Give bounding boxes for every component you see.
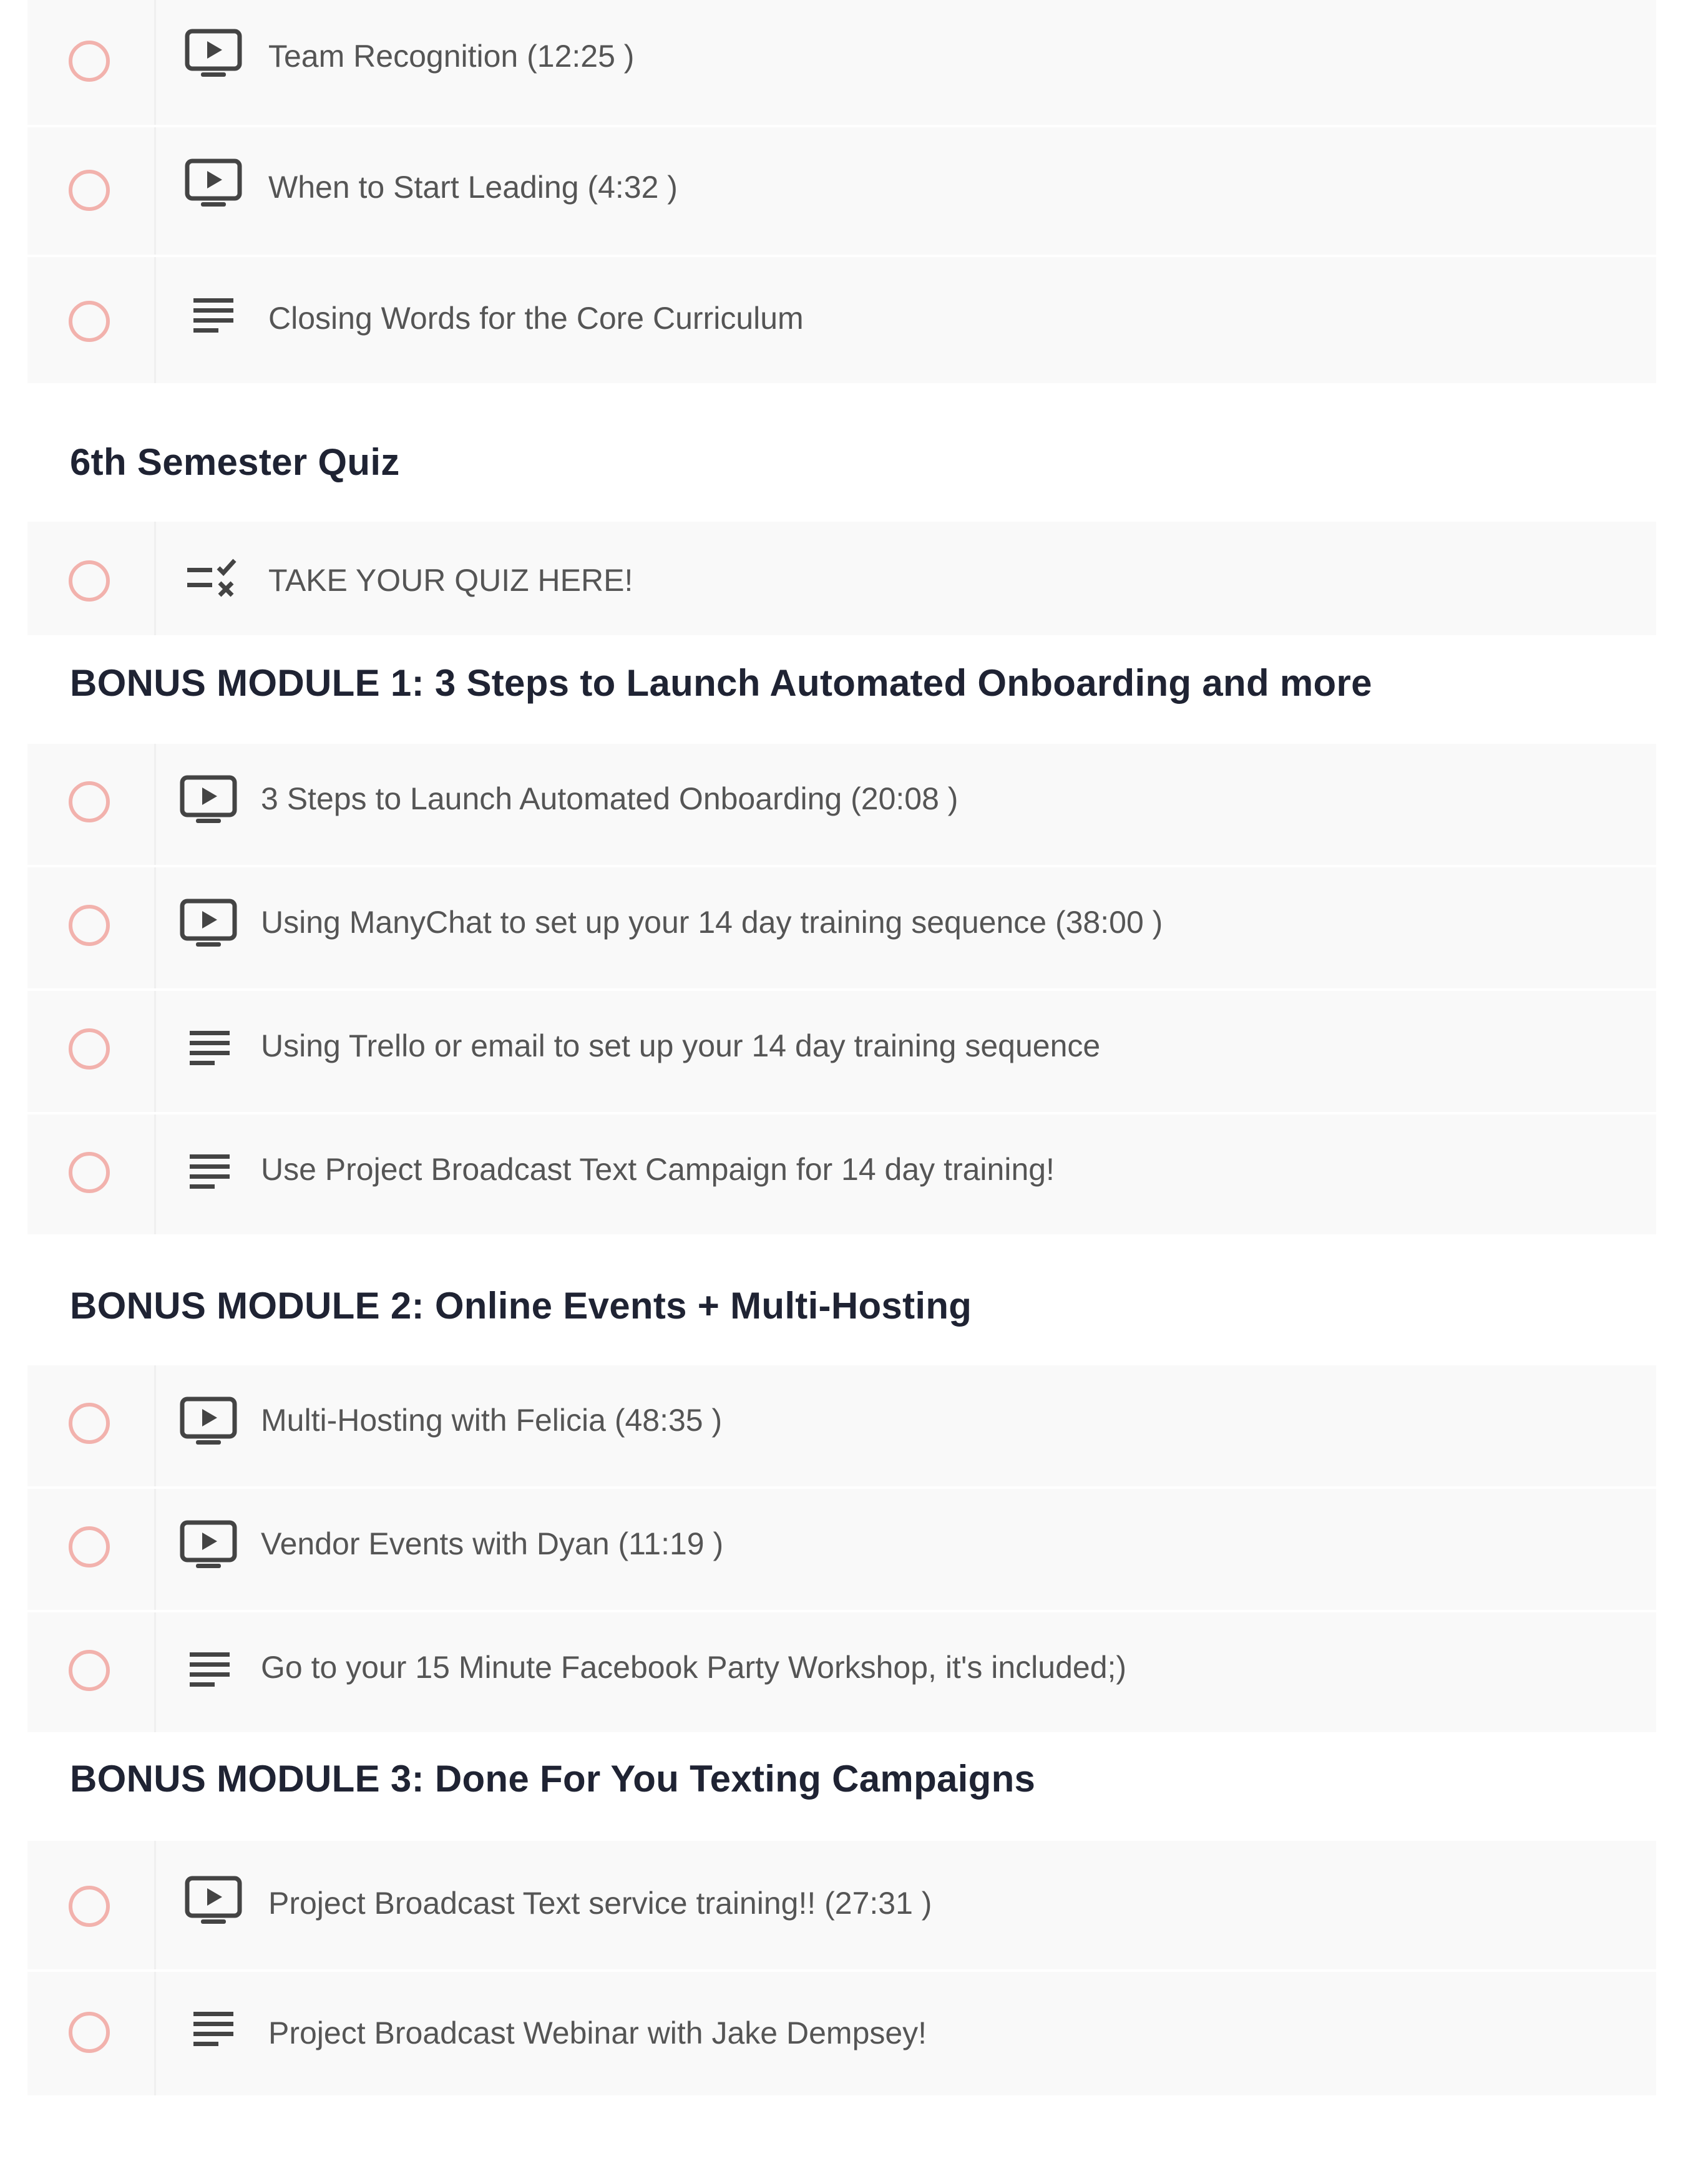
lesson-row[interactable] — [27, 1972, 1656, 2098]
quiz-checklist-icon — [185, 558, 240, 603]
status-column — [27, 991, 156, 1112]
completion-status-circle-icon[interactable] — [69, 1886, 110, 1927]
lesson-row[interactable] — [27, 744, 1656, 867]
text-lines-icon — [188, 295, 238, 334]
completion-status-circle-icon[interactable] — [69, 2012, 110, 2053]
lesson-title[interactable]: Multi-Hosting with Felicia (48:35 ) — [261, 1403, 723, 1438]
status-column — [27, 522, 156, 635]
completion-status-circle-icon[interactable] — [69, 1152, 110, 1193]
completion-status-circle-icon[interactable] — [69, 1028, 110, 1070]
play-screen-icon — [180, 899, 237, 948]
completion-status-circle-icon[interactable] — [69, 905, 110, 946]
lesson-row[interactable] — [27, 991, 1656, 1114]
lesson-row[interactable] — [27, 1489, 1656, 1612]
section-title: 6th Semester Quiz — [70, 441, 400, 483]
status-column — [27, 1612, 156, 1732]
lesson-row[interactable] — [27, 1114, 1656, 1237]
completion-status-circle-icon[interactable] — [69, 1650, 110, 1691]
lesson-title[interactable]: Closing Words for the Core Curriculum — [268, 301, 804, 336]
completion-status-circle-icon[interactable] — [69, 170, 110, 211]
lesson-row[interactable] — [27, 867, 1656, 991]
text-lines-icon — [185, 1151, 235, 1191]
play-screen-icon — [180, 1397, 237, 1446]
completion-status-circle-icon[interactable] — [69, 560, 110, 602]
lesson-title[interactable]: Team Recognition (12:25 ) — [268, 39, 635, 74]
status-column — [27, 1972, 156, 2095]
completion-status-circle-icon[interactable] — [69, 41, 110, 82]
completion-status-circle-icon[interactable] — [69, 1403, 110, 1444]
status-column — [27, 867, 156, 988]
text-lines-icon — [185, 1027, 235, 1067]
status-column — [27, 1841, 156, 1969]
play-screen-icon — [180, 775, 237, 825]
lesson-title[interactable]: 3 Steps to Launch Automated Onboarding (20:08 ) — [261, 781, 959, 816]
status-column — [27, 1489, 156, 1610]
completion-status-circle-icon[interactable] — [69, 301, 110, 342]
status-column — [27, 1114, 156, 1234]
completion-status-circle-icon[interactable] — [69, 1526, 110, 1567]
quiz-row[interactable] — [27, 522, 1656, 638]
lesson-title[interactable]: Use Project Broadcast Text Campaign for 14 day training! — [261, 1152, 1055, 1187]
lesson-title[interactable]: When to Start Leading (4:32 ) — [268, 170, 678, 205]
lesson-row[interactable] — [27, 0, 1656, 127]
lesson-title[interactable]: Using Trello or email to set up your 14 day training sequence — [261, 1028, 1101, 1063]
section-title: BONUS MODULE 2: Online Events + Multi-Hosting — [70, 1285, 972, 1327]
status-column — [27, 257, 156, 383]
play-screen-icon — [185, 158, 242, 208]
lesson-row[interactable] — [27, 1365, 1656, 1489]
lesson-title[interactable]: Project Broadcast Webinar with Jake Dempsey! — [268, 2016, 927, 2050]
status-column — [27, 127, 156, 255]
section-title: BONUS MODULE 1: 3 Steps to Launch Automated Onboarding and more — [70, 662, 1372, 704]
status-column — [27, 0, 156, 125]
section-title: BONUS MODULE 3: Done For You Texting Campaigns — [70, 1758, 1036, 1800]
status-column — [27, 1365, 156, 1486]
play-screen-icon — [185, 1876, 242, 1926]
completion-status-circle-icon[interactable] — [69, 781, 110, 822]
lesson-title[interactable]: Project Broadcast Text service training!! (27:31 ) — [268, 1886, 932, 1921]
lesson-row[interactable] — [27, 1612, 1656, 1735]
play-screen-icon — [185, 29, 242, 79]
play-screen-icon — [180, 1520, 237, 1570]
text-lines-icon — [188, 2008, 238, 2048]
status-column — [27, 744, 156, 865]
lesson-title[interactable]: Vendor Events with Dyan (11:19 ) — [261, 1526, 724, 1561]
lesson-row[interactable] — [27, 127, 1656, 257]
lesson-row[interactable] — [27, 257, 1656, 386]
lesson-title[interactable]: Go to your 15 Minute Facebook Party Workshop, it's included;) — [261, 1650, 1127, 1685]
lesson-row[interactable] — [27, 1841, 1656, 1972]
lesson-title[interactable]: Using ManyChat to set up your 14 day training sequence (38:00 ) — [261, 905, 1163, 940]
text-lines-icon — [185, 1649, 235, 1689]
quiz-title[interactable]: TAKE YOUR QUIZ HERE! — [268, 563, 633, 598]
